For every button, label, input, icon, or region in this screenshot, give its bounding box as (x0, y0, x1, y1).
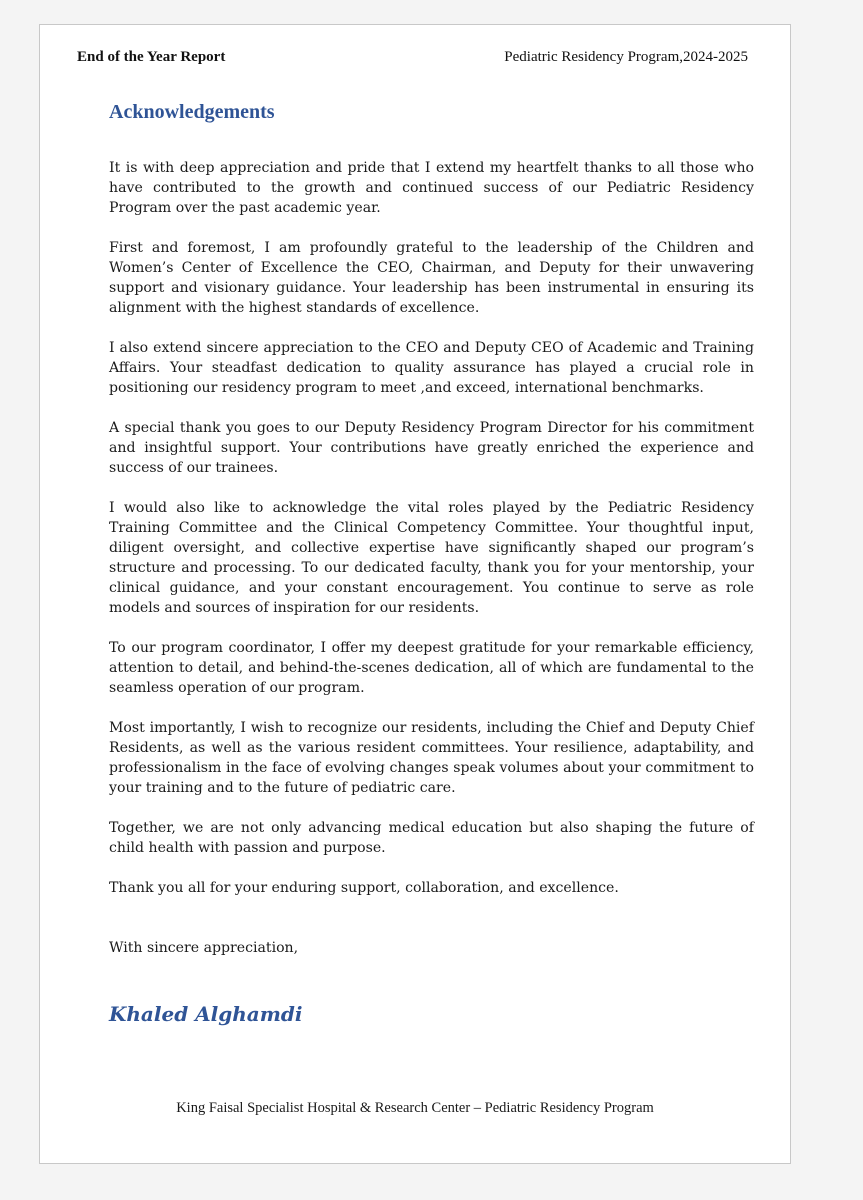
body-text (109, 158, 754, 918)
paragraph-together: Together, we are not only advancing medical education but also shaping the future of child health with passion and purpose. (109, 820, 754, 856)
section-title: Acknowledgements (109, 101, 275, 123)
page-footer: King Faisal Specialist Hospital & Research Center – Pediatric Residency Program (176, 1100, 654, 1116)
paragraph-committees: I would also like to acknowledge the vital roles played by the Pediatric Residency Training Committee and the Clinical Competency Committee. Your thoughtful input, diligent oversight, and collective expertise have significantly shaped our program’s structure and processing. To our dedicated faculty, thank you for your mentorship, your clinical guidance, and your constant encouragement. You continue to serve as role models and sources of inspiration for our residents. (109, 500, 754, 616)
paragraph-academic-affairs: I also extend sincere appreciation to the CEO and Deputy CEO of Academic and Training Affairs. Your steadfast dedication to quality assurance has played a crucial role in positioning our residency program to meet ,and exceed, international benchmarks. (109, 340, 754, 396)
paragraph-thanks: Thank you all for your enduring support, collaboration, and excellence. (109, 880, 619, 896)
document-page (39, 24, 791, 1164)
paragraph-leadership: First and foremost, I am profoundly grateful to the leadership of the Children and Women’s Center of Excellence the CEO, Chairman, and Deputy for their unwavering support and visionary guidance. Your leadership has been instrumental in ensuring its alignment with the highest standards of excellence. (109, 240, 754, 316)
paragraph-deputy-director: A special thank you goes to our Deputy Residency Program Director for his commitment and insightful support. Your contributions have greatly enriched the experience and success of our trainees. (109, 420, 754, 476)
header-program-title: Pediatric Residency Program,2024-2025 (504, 49, 748, 65)
paragraph-residents: Most importantly, I wish to recognize our residents, including the Chief and Deputy Chief Residents, as well as the various resident committees. Your resilience, adaptability, and professionalism in the face of evolving changes speak volumes about your commitment to your training and to the future of pediatric care. (109, 720, 754, 796)
paragraph-coordinator: To our program coordinator, I offer my deepest gratitude for your remarkable efficiency, attention to detail, and behind-the-scenes dedication, all of which are fundamental to the seamless operation of our program. (109, 640, 754, 696)
header-report-title: End of the Year Report (77, 49, 226, 65)
signature-name: Khaled Alghamdi (109, 1002, 303, 1026)
closing-line: With sincere appreciation, (109, 940, 299, 956)
paragraph-intro: It is with deep appreciation and pride that I extend my heartfelt thanks to all those who have contributed to the growth and continued success of our Pediatric Residency Program over the past academic year. (109, 160, 754, 216)
